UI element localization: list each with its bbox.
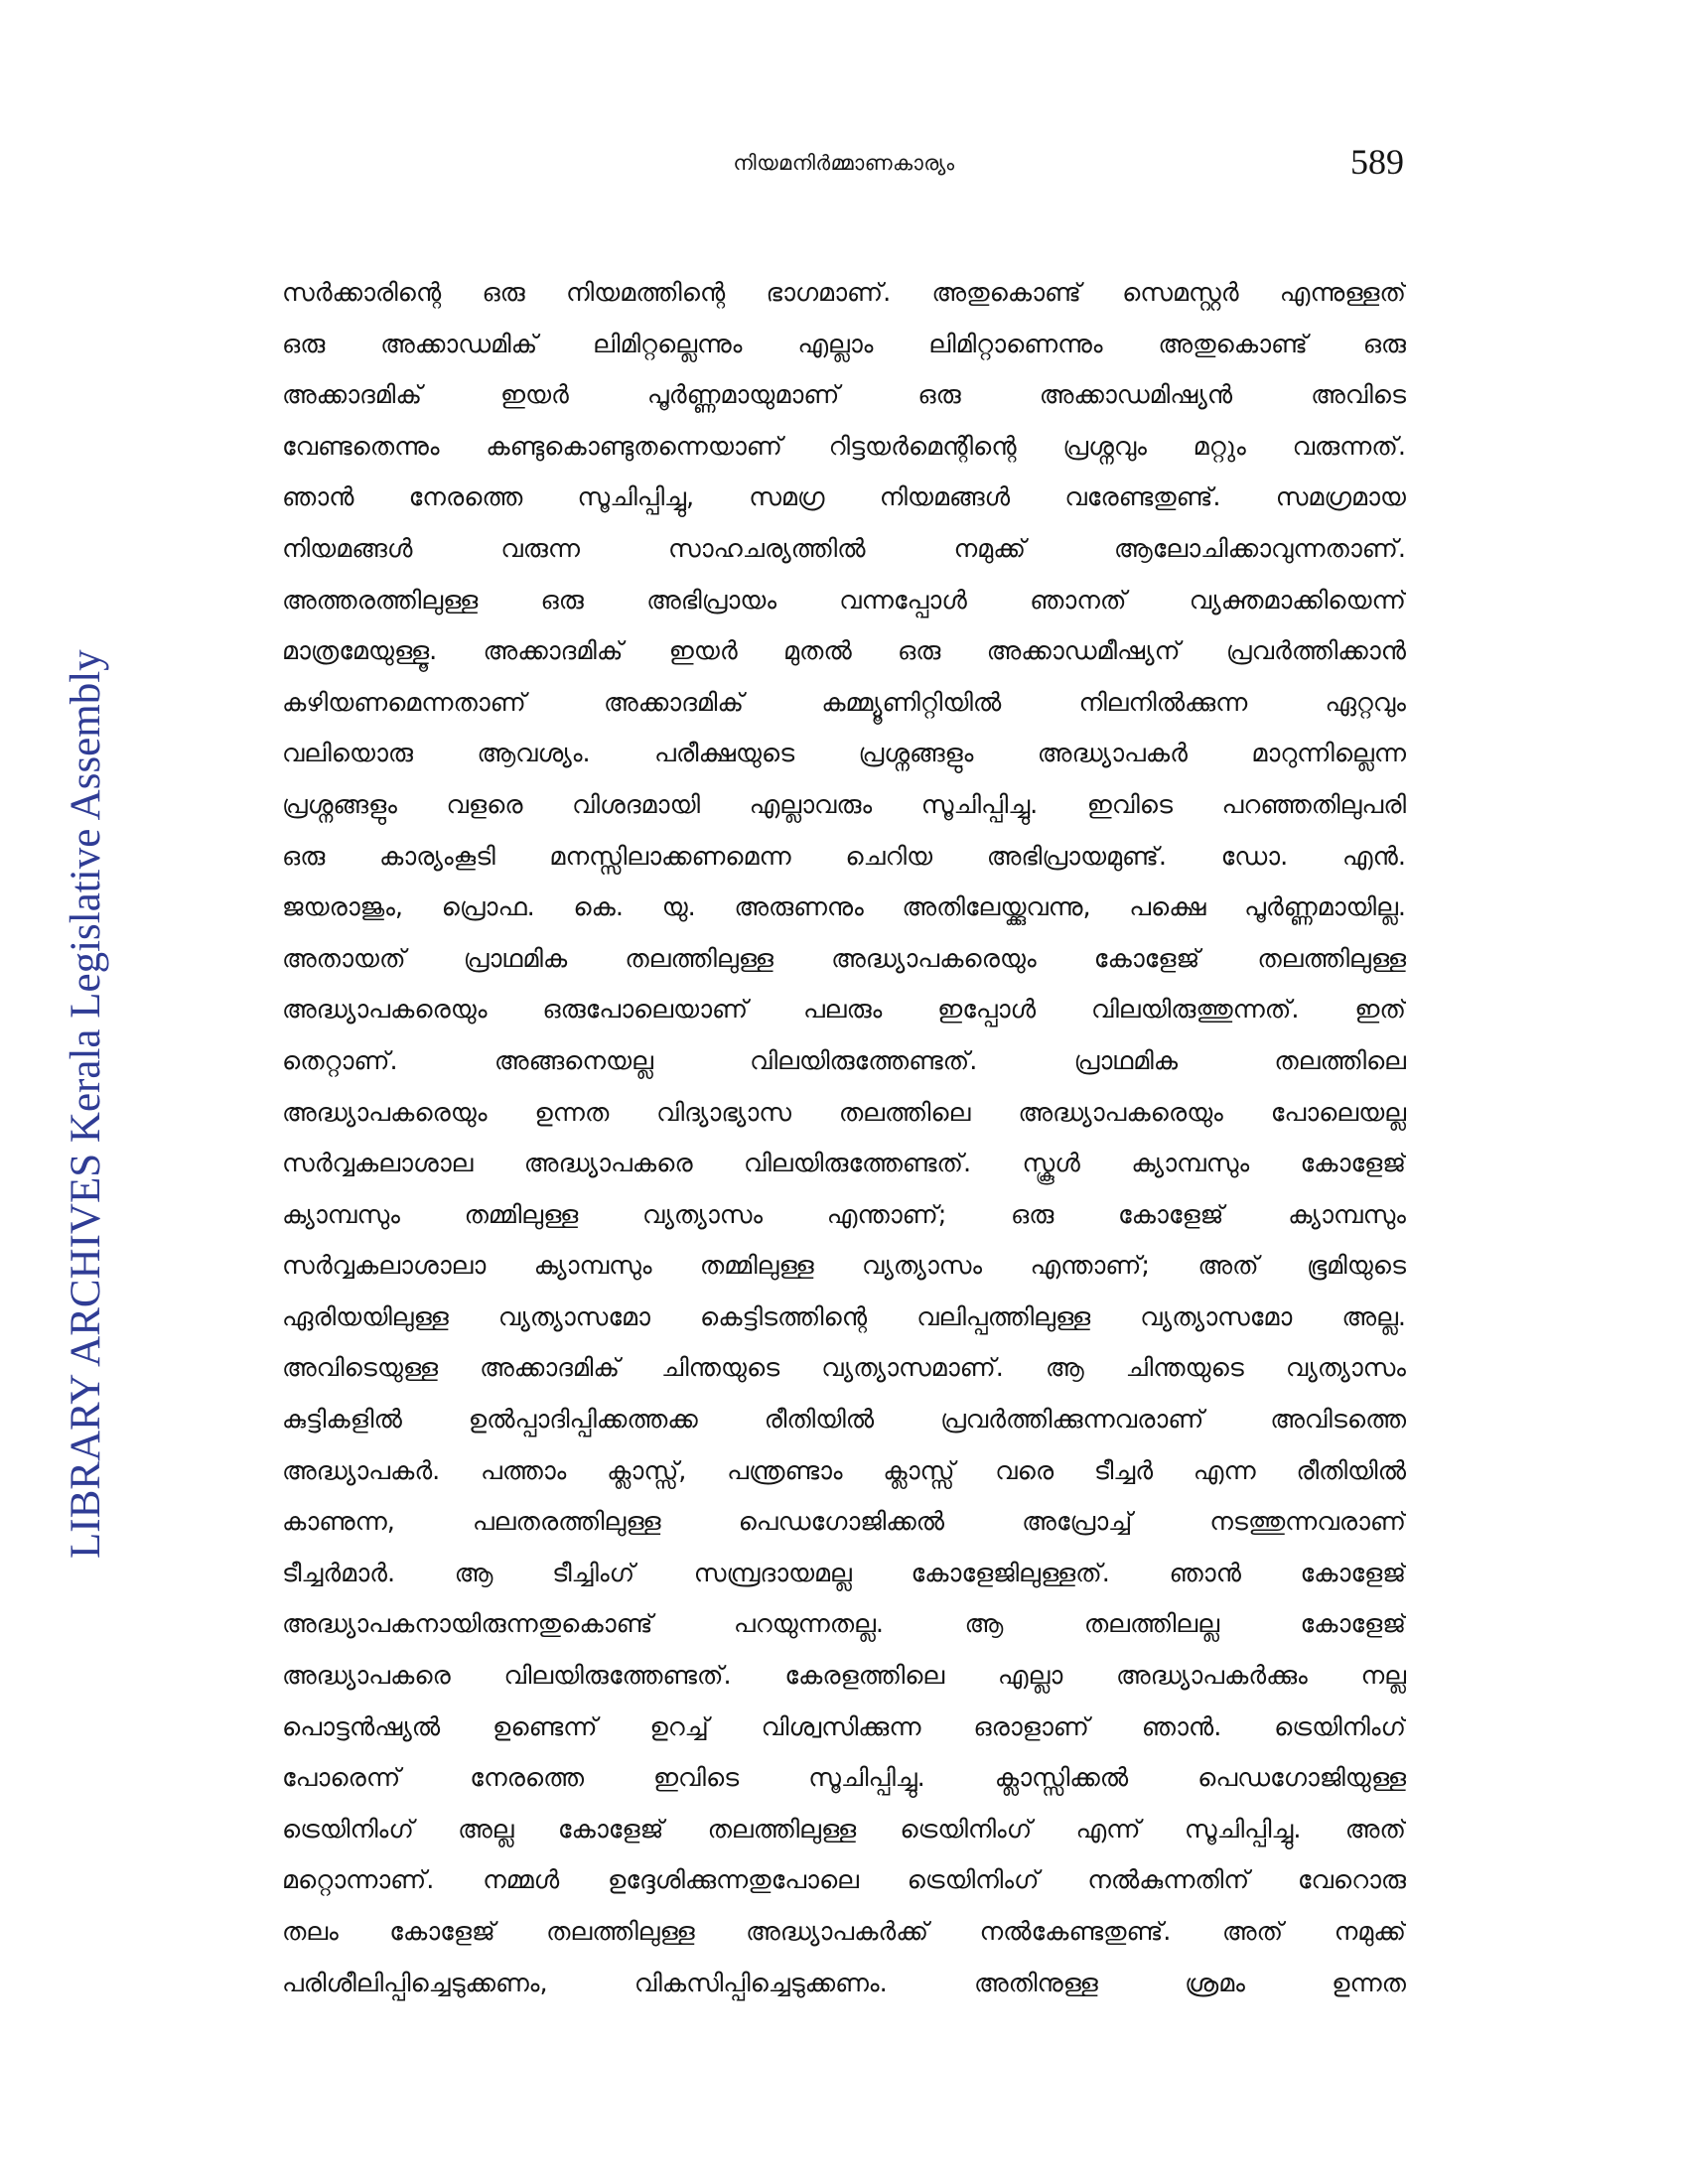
text-line: കാണുന്ന, പലതരത്തിലുള്ള പെഡഗോജിക്കൽ അപ്രോച്ച് നടത്തുന്നവരാണ് bbox=[282, 1507, 1406, 1538]
text-line: സർവ്വകലാശാല അദ്ധ്യാപകരെ വിലയിരുത്തേണ്ടത്. സ്കൂൾ ക്യാമ്പസും കോളേജ് bbox=[282, 1149, 1406, 1179]
text-line: സർവ്വകലാശാലാ ക്യാമ്പസും തമ്മിലുള്ള വ്യത്യാസം എന്താണ്; അത് ഭൂമിയുടെ bbox=[282, 1251, 1406, 1282]
text-line: സർക്കാരിന്റെ ഒരു നിയമത്തിന്റെ ഭാഗമാണ്. അതുകൊണ്ട് സെമസ്റ്റർ എന്നുള്ളത് bbox=[282, 278, 1406, 308]
text-line: അവിടെയുള്ള അക്കാദമിക് ചിന്തയുടെ വ്യത്യാസമാണ്. ആ ചിന്തയുടെ വ്യത്യാസം bbox=[282, 1353, 1406, 1384]
text-line: ടീച്ചർമാർ. ആ ടീച്ചിംഗ് സമ്പ്രദായമല്ല കോളേജിലുള്ളത്. ഞാൻ കോളേജ് bbox=[282, 1558, 1406, 1588]
text-line: ട്രെയിനിംഗ് അല്ല കോളേജ് തലത്തിലുള്ള ട്രെയിനിംഗ് എന്ന് സൂചിപ്പിച്ചു. അത് bbox=[282, 1814, 1406, 1844]
archive-watermark: LIBRARY ARCHIVES Kerala Legislative Assembly bbox=[63, 649, 109, 1559]
text-line: പോരെന്ന് നേരത്തെ ഇവിടെ സൂചിപ്പിച്ചു. ക്ലാസ്സിക്കൽ പെഡഗോജിയുള്ള bbox=[282, 1763, 1406, 1794]
text-line: അദ്ധ്യാപകർ. പത്താം ക്ലാസ്സ്, പന്ത്രണ്ടാം ക്ലാസ്സ് വരെ ടീച്ചർ എന്ന രീതിയിൽ bbox=[282, 1455, 1406, 1486]
text-line: ഞാൻ നേരത്തെ സൂചിപ്പിച്ചു, സമഗ്ര നിയമങ്ങൾ വരേണ്ടതുണ്ട്. സമഗ്രമായ bbox=[282, 482, 1406, 513]
text-line: അത്തരത്തിലുള്ള ഒരു അഭിപ്രായം വന്നപ്പോൾ ഞാനത് വ്യക്തമാക്കിയെന്ന് bbox=[282, 585, 1406, 615]
text-line: അക്കാദമിക് ഇയർ പൂർണ്ണമായുമാണ് ഒരു അക്കാഡമിഷ്യൻ അവിടെ bbox=[282, 380, 1406, 411]
text-line: ഒരു അക്കാഡമിക് ലിമിറ്റല്ലെന്നും എല്ലാം ലിമിറ്റാണെന്നും അതുകൊണ്ട് ഒരു bbox=[282, 329, 1406, 359]
text-line: മറ്റൊന്നാണ്. നമ്മൾ ഉദ്ദേശിക്കുന്നതുപോലെ ട്രെയിനിംഗ് നൽകുന്നതിന് വേറൊരു bbox=[282, 1865, 1406, 1896]
text-line: വേണ്ടതെന്നും കണ്ടുകൊണ്ടുതന്നെയാണ് റിട്ടയർമെന്റിന്റെ പ്രശ്നവും മറ്റും വരുന്നത്. bbox=[282, 431, 1406, 462]
text-line: അദ്ധ്യാപകരെ വിലയിരുത്തേണ്ടത്. കേരളത്തിലെ എല്ലാ അദ്ധ്യാപകർക്കും നല്ല bbox=[282, 1661, 1406, 1692]
text-line: മാത്രമേയുള്ളൂ. അക്കാദമിക് ഇയർ മുതൽ ഒരു അക്കാഡമീഷ്യന് പ്രവർത്തിക്കാൻ bbox=[282, 636, 1406, 667]
body-text bbox=[282, 268, 1406, 2009]
running-head-title: നിയമനിർമ്മാണകാര്യം bbox=[733, 151, 955, 175]
text-line: അദ്ധ്യാപകനായിരുന്നതുകൊണ്ട് പറയുന്നതല്ല. ആ തലത്തിലല്ല കോളേജ് bbox=[282, 1609, 1406, 1640]
text-line: തലം കോളേജ് തലത്തിലുള്ള അദ്ധ്യാപകർക്ക് നൽകേണ്ടതുണ്ട്. അത് നമുക്ക് bbox=[282, 1917, 1406, 1947]
text-line: ക്യാമ്പസും തമ്മിലുള്ള വ്യത്യാസം എന്താണ്; ഒരു കോളേജ് ക്യാമ്പസും bbox=[282, 1199, 1406, 1230]
text-line: ഒരു കാര്യംകൂടി മനസ്സിലാക്കണമെന്ന ചെറിയ അഭിപ്രായമുണ്ട്. ഡോ. എൻ. bbox=[282, 841, 1406, 872]
text-line: കഴിയണമെന്നതാണ് അക്കാദമിക് കമ്മ്യൂണിറ്റിയിൽ നിലനിൽക്കുന്ന ഏറ്റവും bbox=[282, 687, 1406, 718]
text-line: വലിയൊരു ആവശ്യം. പരീക്ഷയുടെ പ്രശ്നങ്ങളും അദ്ധ്യാപകർ മാറുന്നില്ലെന്ന bbox=[282, 739, 1406, 769]
text-line: പൊട്ടൻഷ്യൽ ഉണ്ടെന്ന് ഉറച്ച് വിശ്വസിക്കുന്ന ഒരാളാണ് ഞാൻ. ട്രെയിനിംഗ് bbox=[282, 1711, 1406, 1742]
text-line: അദ്ധ്യാപകരെയും ഉന്നത വിദ്യാഭ്യാസ തലത്തിലെ അദ്ധ്യാപകരെയും പോലെയല്ല bbox=[282, 1097, 1406, 1128]
text-line: അദ്ധ്യാപകരെയും ഒരുപോലെയാണ് പലരും ഇപ്പോൾ വിലയിരുത്തുന്നത്. ഇത് bbox=[282, 995, 1406, 1025]
text-line: അതായത് പ്രാഥമിക തലത്തിലുള്ള അദ്ധ്യാപകരെയും കോളേജ് തലത്തിലുള്ള bbox=[282, 943, 1406, 974]
text-line: പരിശീലിപ്പിച്ചെടുക്കണം, വികസിപ്പിച്ചെടുക്കണം. അതിനുള്ള ശ്രമം ഉന്നത bbox=[282, 1968, 1406, 1998]
text-line: ഏരിയയിലുള്ള വ്യത്യാസമോ കെട്ടിടത്തിന്റെ വലിപ്പത്തിലുള്ള വ്യത്യാസമോ അല്ല. bbox=[282, 1301, 1406, 1332]
text-line: തെറ്റാണ്. അങ്ങനെയല്ല വിലയിരുത്തേണ്ടത്. പ്രാഥമിക തലത്തിലെ bbox=[282, 1045, 1406, 1076]
text-line: പ്രശ്നങ്ങളും വളരെ വിശദമായി എല്ലാവരും സൂചിപ്പിച്ചു. ഇവിടെ പറഞ്ഞതിലുപരി bbox=[282, 789, 1406, 820]
text-line: നിയമങ്ങൾ വരുന്ന സാഹചര്യത്തിൽ നമുക്ക് ആലോചിക്കാവുന്നതാണ്. bbox=[282, 533, 1406, 564]
page-number: 589 bbox=[1350, 142, 1404, 182]
text-line: ജയരാജും, പ്രൊഫ. കെ. യു. അരുണനും അതിലേയ്ക്കുവന്നു, പക്ഷെ പൂർണ്ണമായില്ല. bbox=[282, 892, 1406, 923]
text-line: കുട്ടികളിൽ ഉൽപ്പാദിപ്പിക്കത്തക്ക രീതിയിൽ പ്രവർത്തിക്കുന്നവരാണ് അവിടത്തെ bbox=[282, 1405, 1406, 1435]
